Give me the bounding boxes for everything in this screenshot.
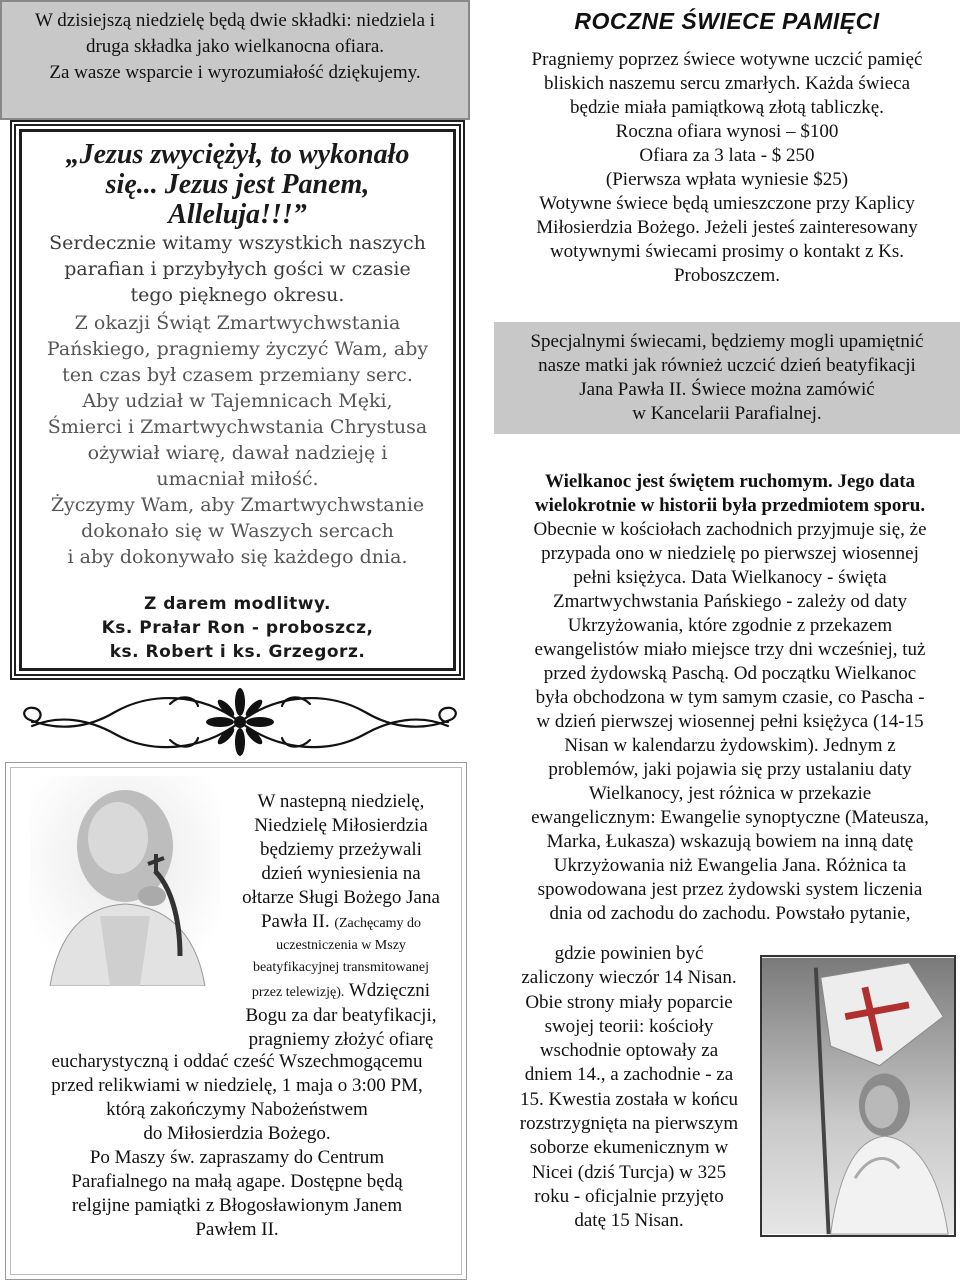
history-line: 15. Kwestia została w końcu [520,1088,738,1110]
details-line: którą zakończymy Nabożeństwem [106,1099,368,1120]
candles-line: Wotywne świece będą umieszczone przy Kaplicy [539,193,915,214]
memorial-candles-section [494,0,960,288]
history-line: Obie strony miały poparcie [525,991,733,1013]
candles-line: Miłosierdzia Bożego. Jeżeli jesteś zainteresowany [536,217,918,238]
signature-line: Z darem modlitwy. [144,594,331,614]
history-line: dnia od zachodu do zachodu. Powstało pytanie, [549,903,911,924]
announcement-text: Wdzięczni [348,980,431,1001]
easter-signature [36,592,439,664]
wish-line: ten czas był czasem przemiany serc. [62,364,413,386]
history-line: przed żydowską Paschą. Od początku Wielkanoc [543,663,917,684]
announcement-line: Bogu za dar beatyfikacji, [245,1005,437,1026]
history-line: zaliczony wieczór 14 Nisan. [521,967,737,989]
announcement-note: (Zachęcamy do [334,916,422,931]
signature-line: ks. Robert i ks. Grzegorz. [109,642,366,662]
easter-welcome [36,230,439,308]
history-line: spowodowana jest przez żydowski system liczenia [537,879,923,900]
announcement-text: Pawła II. [260,911,330,932]
announcement-note: przez telewizję). [251,985,345,1000]
history-line: dniem 14., a zachodnie - za [524,1064,734,1086]
wish-line: Aby udział w Tajemnicach Męki, [82,390,393,412]
announcement-line [222,979,460,1004]
special-line: w Kancelarii Parafialnej. [632,403,822,424]
wish-line: umacniał miłość. [156,468,319,490]
history-line: ewangelistów miało miejsce trzy dni wcześniej, tuż [534,639,926,660]
announcement-line [222,910,460,935]
candles-line: bliskich naszemu sercu zmarłych. Każda świeca [543,73,911,94]
announcement-line: dzień wyniesienia na [261,863,421,884]
notice-line: druga składka jako wielkanocna ofiara. [85,36,385,57]
announcement-line: Niedzielę Miłosierdzia [254,815,428,836]
history-line: Marka, Łukasza) wskazują bowiem na inną datę [546,831,914,852]
candles-line: (Pierwsza wpłata wyniesie $25) [605,169,849,190]
history-line: przypada ono w niedzielę po pierwszej wiosennej [541,543,919,564]
easter-greeting-frame [10,120,465,680]
history-line: soborze ekumenicznym w [529,1137,729,1159]
floral-ornament-divider [20,682,460,762]
history-line: Nicei (dziś Turcja) w 325 [531,1161,727,1183]
history-line: Zmartwychwstania Pańskiego - zależy od daty [552,591,908,612]
special-candles-box [494,322,960,434]
history-line: roku - oficjalnie przyjęto [534,1185,724,1207]
candles-line: Ofiara za 3 lata - $ 250 [639,145,815,166]
details-line: relgijne pamiątki z Błogosławionym Janem [71,1195,403,1216]
history-line: pełni księżyca. Data Wielkanocy - święta [573,567,887,588]
beatification-details [14,1050,460,1242]
announcement-line: ołtarze Sługi Bożego Jana [242,887,440,908]
history-line: rozstrzygnięta na pierwszym [519,1113,739,1135]
details-line: przed relikwiami w niedzielę, 1 maja o 3:00 PM, [51,1075,423,1096]
title-line: Alleluja!!!” [168,199,307,230]
candles-line: Pragniemy poprzez świece wotywne uczcić pamięć [531,49,923,70]
easter-history-continued [500,942,758,1234]
candles-line: Roczna ofiara wynosi – $100 [615,121,839,142]
details-line: Parafialnego na małą agape. Dostępne będą [71,1171,403,1192]
signature-line: Ks. Prałar Ron - proboszcz, [101,618,374,638]
history-line: problemów, jaki pojawia się przy ustalaniu daty [548,759,912,780]
easter-wishes [36,310,439,570]
announcement-note: beatyfikacyjnej transmitowanej [252,960,430,975]
beatification-announcement [222,790,460,1052]
announcement-line: pragniemy złożyć ofiarę [248,1029,434,1050]
wish-line: ożywiał wiarę, dawał nadzieję i [87,442,388,464]
wish-line: i aby dokonywało się każdego dnia. [67,546,408,568]
history-line: swojej teorii: kościoły [544,1015,714,1037]
special-line: Specjalnymi świecami, będziemy mogli upamiętnić [530,331,924,352]
details-line: Pawłem II. [195,1219,279,1240]
history-line: wschodnie optowały za [539,1040,719,1062]
welcome-line: tego pięknego okresu. [130,284,345,306]
welcome-line: Serdecznie witamy wszystkich naszych [49,232,426,254]
history-line: Nisan w kalendarzu żydowskim). Jednym z [564,735,896,756]
notice-line: W dzisiejszą niedzielę będą dwie składki: niedziela i [34,10,436,31]
special-line: nasze matki jak również uczcić dzień beatyfikacji [538,355,916,376]
wish-line: Śmierci i Zmartwychwstania Chrystusa [47,416,428,438]
announcement-note: uczestniczenia w Mszy [276,938,406,953]
announcement-line: W nastepną niedzielę, [257,791,425,812]
history-line: była obchodzona w tym samym czasie, co Pascha - [535,687,925,708]
special-line: Jana Pawła II. Świece można zamówić [579,379,875,400]
risen-jesus-image [760,955,956,1237]
candles-line: Proboszczem. [673,265,781,286]
wish-line: Pańskiego, pragniemy życzyć Wam, aby [46,338,429,360]
history-line: ewangelicznym: Ewangelie synoptyczne (Mateusza, [531,807,929,828]
history-line: w dzień pierwszej wiosennej pełni księżyca (14-15 [536,711,924,732]
pope-john-paul-photo [30,776,220,986]
history-line: gdzie powinien być [554,943,704,964]
details-line: Po Maszy św. zapraszamy do Centrum [89,1147,385,1168]
wish-line: dokonało się w Waszych sercach [81,520,394,542]
history-lead: wielokrotnie w historii była przedmiotem sporu. [534,495,926,516]
history-line: datę 15 Nisan. [574,1210,684,1232]
easter-history-article [500,470,960,926]
history-line: Wielkanocy, jest różnica w przekazie [588,783,872,804]
candles-line: będzie miała pamiątkową złotą tabliczkę. [570,97,884,118]
candles-title: ROCZNE ŚWIECE PAMIĘCI [574,8,880,34]
details-line: eucharystyczną i oddać cześć Wszechmogącemu [51,1051,423,1072]
wish-line: Z okazji Świąt Zmartwychwstania [74,312,401,334]
title-line: „Jezus zwyciężył, to wykonało [65,139,410,170]
history-line: Obecnie w kościołach zachodnich przyjmuje się, że [533,519,927,540]
welcome-line: parafian i przybyłych gości w czasie [64,258,411,280]
wish-line: Życzymy Wam, aby Zmartwychwstanie [50,494,425,516]
collection-notice [0,0,470,120]
candles-line: wotywnymi świecami prosimy o kontakt z Ks. [549,241,905,262]
announcement-line: będziemy przeżywali [260,839,422,860]
notice-line: Za wasze wsparcie i wyrozumiałość dziękujemy. [49,62,421,83]
history-line: Ukrzyżowania niż Ewangelia Jana. Różnica ta [553,855,907,876]
history-line: Ukrzyżowania, które zgodnie z przekazem [567,615,893,636]
easter-title [36,140,439,230]
history-lead: Wielkanoc jest świętem ruchomym. Jego data [544,471,916,492]
details-line: do Miłosierdzia Bożego. [143,1123,331,1144]
title-line: się... Jezus jest Panem, [105,169,370,200]
